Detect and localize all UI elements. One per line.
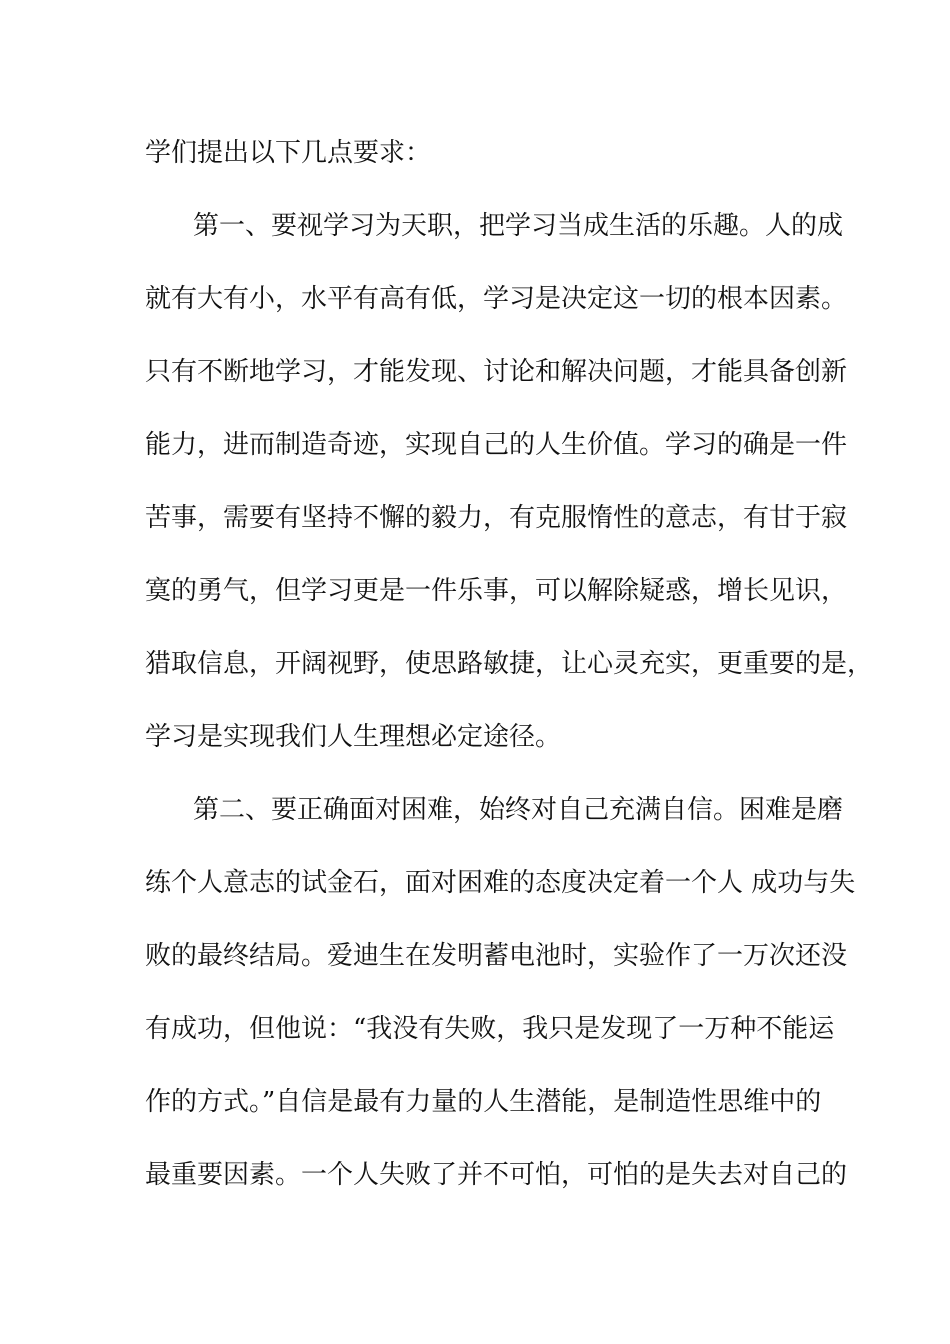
text-line: 学习是实现我们人生理想必定途径。	[145, 722, 562, 752]
text-line: 有成功，但他说：“我没有失败，我只是发现了一万种不能运	[145, 1014, 835, 1044]
text-line: 作的方式。”自信是最有力量的人生潜能，是制造性思维中的	[145, 1087, 822, 1117]
text-line: 练个人意志的试金石，面对困难的态度决定着一个人 成功与失	[145, 868, 856, 898]
text-line: 最重要因素。一个人失败了并不可怕，可怕的是失去对自己的	[145, 1160, 848, 1190]
text-line: 能力，进而制造奇迹，实现自己的人生价值。学习的确是一件	[145, 430, 848, 460]
paragraph-first-line: 第一、要视学习为天职，把学习当成生活的乐趣。人的成	[193, 211, 844, 241]
text-line: 猎取信息，开阔视野，使思路敏捷，让心灵充实，更重要的是，	[145, 649, 874, 679]
text-line: 苦事，需要有坚持不懈的毅力，有克服惰性的意志，有甘于寂	[145, 503, 848, 533]
paragraph-first-line: 第二、要正确面对困难，始终对自己充满自信。困难是磨	[193, 795, 844, 825]
text-line: 学们提出以下几点要求：	[145, 138, 432, 168]
text-line: 败的最终结局。爱迪生在发明蓄电池时，实验作了一万次还没	[145, 941, 848, 971]
text-line: 寞的勇气，但学习更是一件乐事，可以解除疑惑，增长见识，	[145, 576, 848, 606]
text-line: 只有不断地学习，才能发现、讨论和解决问题，才能具备创新	[145, 357, 848, 387]
text-line: 就有大有小，水平有高有低，学习是决定这一切的根本因素。	[145, 284, 848, 314]
